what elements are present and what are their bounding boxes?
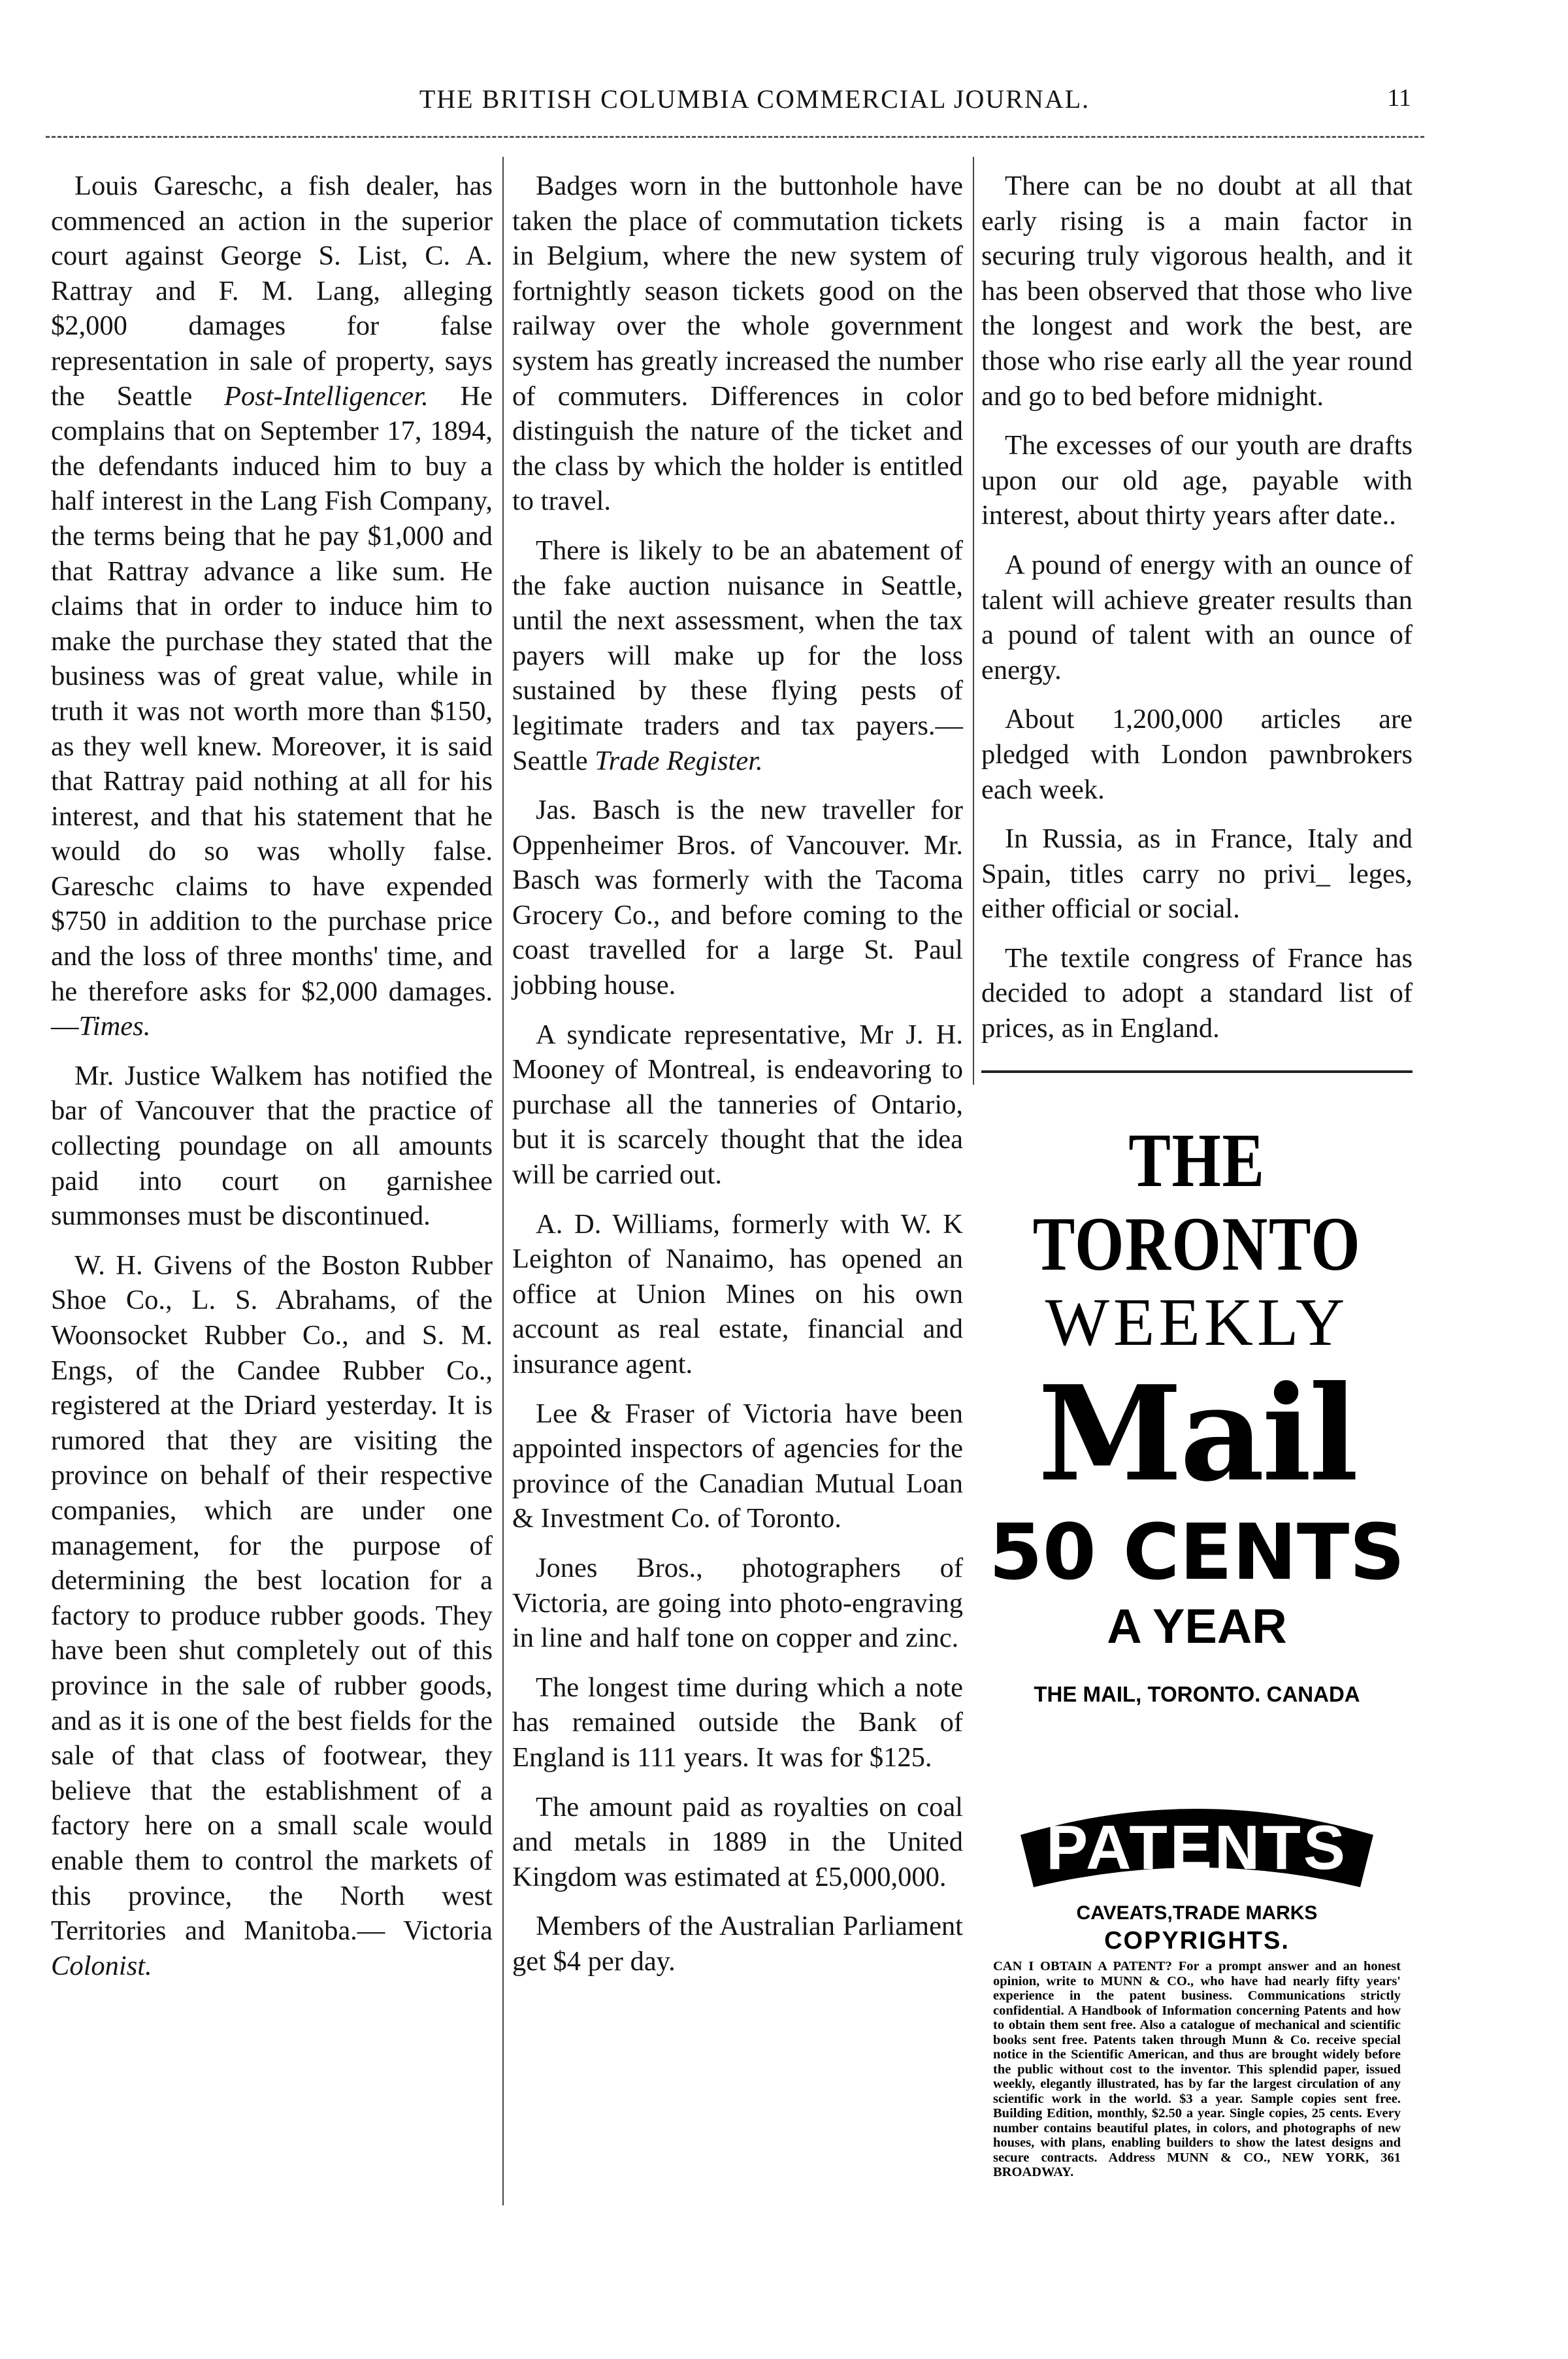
ad-toronto-line1: THE TORONTO <box>1032 1117 1362 1287</box>
patents-ad <box>981 1789 1413 2201</box>
column-divider-2 <box>973 157 974 1085</box>
toronto-weekly-mail-ad <box>981 1119 1413 1746</box>
patents-body: CAN I OBTAIN A PATENT? For a prompt answer and an honest opinion, write to MUNN & CO., who have had nearly fifty years' experience in the patent business. Communications strictly confidential. A Handbook of Information concerning Patents and how to obtain them sent free. Also a catalogue of mechanical and scientific books sent free. Patents taken through Munn & Co. receive special notice in the Scientific American, and thus are brought widely before the public without cost to the inventor. This splendid paper, issued weekly, elegantly illustrated, has by far the largest circulation of any scientific work in the world. $3 a year. Sample copies sent free. Building Edition, monthly, $2.50 a year. Single copies, 25 cents. Every number contains beautiful plates, in colors, and photographs of new houses, with plans, enabling builders to show the latest designs and secure contracts. Address MUNN & CO., NEW YORK, 361 BROADWAY. <box>993 1959 1401 2179</box>
page-number: 11 <box>1387 84 1411 112</box>
article-givens: W. H. Givens of the Boston Rubber Shoe Co., L. S. Abrahams, of the Woonsocket Rubber Co., and S. M. Engs, of the Candee Rubber Co., registered at the Driard yesterday. It is rumored that they are visiting the province on behalf of their respective companies, which are under one management, for the purpose of determining the best location for a factory to produce rubber goods. They have been shut completely out of this province in the sale of rubber goods, and as it is one of the best fields for the sale of that class of footwear, they believe that the establishment of a factory here on a small scale would enable them to control the markets of this province, the North west Territories and Manitoba.— Victoria Colonist. <box>51 1249 493 1981</box>
article-energy: A pound of energy with an ounce of talent will achieve greater results than a pound of talent with an ounce of energy. <box>981 549 1413 685</box>
article-auction: There is likely to be an abatement of the fake auction nuisance in Seattle, until the next assessment, when the tax payers will make up for the loss sustained by these flying pests of legitimate traders and tax payers.—Seattle Trade Register. <box>512 535 963 776</box>
journal-title: THE BRITISH COLUMBIA COMMERCIAL JOURNAL. <box>419 84 1090 114</box>
column-divider-1 <box>502 157 504 2205</box>
ad-toronto-period: A YEAR <box>1107 1599 1287 1653</box>
ad-toronto-price: 50 CENTS <box>988 1507 1405 1597</box>
patents-copyrights: COPYRIGHTS. <box>1104 1927 1290 1955</box>
article-australian: Members of the Australian Parliament get $4 per day. <box>512 1911 963 1977</box>
column-1 <box>51 169 493 1998</box>
header-rule <box>46 136 1424 138</box>
article-textile: The textile congress of France has decided to adopt a standard list of prices, as in England. <box>981 942 1413 1044</box>
ad-toronto-line2: WEEKLY <box>1045 1285 1349 1360</box>
patents-headline: PATENTS <box>1046 1813 1348 1883</box>
patents-subheading: CAVEATS,TRADE MARKS <box>1076 1902 1318 1924</box>
ad-toronto-publisher: THE MAIL, TORONTO. CANADA <box>1034 1682 1360 1706</box>
article-russia: In Russia, as in France, Italy and Spain, titles carry no privi_ leges, either official or social. <box>981 823 1413 925</box>
ad-toronto-line3: Mail <box>1037 1357 1356 1511</box>
page-header <box>98 84 1411 123</box>
article-basch: Jas. Basch is the new traveller for Oppenheimer Bros. of Vancouver. Mr. Basch was formerly with the Tacoma Grocery Co., and before coming to the coast travelled for a large St. Paul jobbing house. <box>512 795 963 1001</box>
article-badges: Badges worn in the buttonhole have taken the place of commutation tickets in Belgium, where the new system of fortnightly season tickets good on the railway over the whole government system has greatly increased the number of commuters. Differences in color distinguish the nature of the ticket and the class by which the holder is entitled to travel. <box>512 171 963 517</box>
article-early-rising: There can be no doubt at all that early rising is a main factor in securing truly vigorous health, and it has been observed that those who live the longest and work the best, are those who rise early all the year round and go to bed before midnight. <box>981 171 1413 412</box>
patents-banner <box>1014 1789 1380 1900</box>
column-3 <box>981 169 1413 1061</box>
article-jones-bros: Jones Bros., photographers of Victoria, are going into photo-engraving in line and half tone on copper and zinc. <box>512 1552 963 1654</box>
article-bank-england: The longest time during which a note has remained outside the Bank of England is 111 years. It was for $125. <box>512 1672 963 1773</box>
article-syndicate: A syndicate representative, Mr J. H. Mooney of Montreal, is endeavoring to purchase all the tanneries of Ontario, but it is scarcely thought that the idea will be carried out. <box>512 1019 963 1191</box>
article-gareschc: Louis Gareschc, a fish dealer, has commenced an action in the superior court against George S. List, C. A. Rattray and F. M. Lang, alleging $2,000 damages for false representation in sale of property, says the Seattle Post-Intelligencer. He complains that on September 17, 1894, the defendants induced him to buy a half interest in the Lang Fish Company, the terms being that he pay $1,000 and that Rattray advance a like sum. He claims that in order to induce him to make the purchase they stated that the business was of great value, while in truth it was not worth more than $150, as they well knew. Moreover, it is said that Rattray paid nothing at all for his interest, and that his statement that he would do so was wholly false. Gareschc claims to have expended $750 in addition to the purchase price and the loss of three months' time, and he therefore asks for $2,000 damages.—Times. <box>51 171 493 1042</box>
article-excesses: The excesses of our youth are drafts upon our old age, payable with interest, about thirty years after date.. <box>981 430 1413 531</box>
article-williams: A. D. Williams, formerly with W. K Leighton of Nanaimo, has opened an office at Union Mines on his own account as real estate, financial and insurance agent. <box>512 1208 963 1379</box>
article-royalties: The amount paid as royalties on coal and metals in 1889 in the United Kingdom was estimated at £5,000,000. <box>512 1791 963 1892</box>
article-lee-fraser: Lee & Fraser of Victoria have been appointed inspectors of agencies for the province of the Canadian Mutual Loan & Investment Co. of Toronto. <box>512 1398 963 1534</box>
ad-separator-rule <box>981 1070 1413 1073</box>
column-2 <box>512 169 963 1994</box>
article-pawnbrokers: About 1,200,000 articles are pledged with London pawnbrokers each week. <box>981 704 1413 805</box>
article-walkem: Mr. Justice Walkem has notified the bar of Vancouver that the practice of collecting poundage on all amounts paid into court on garnishee summonses must be discontinued. <box>51 1060 493 1232</box>
